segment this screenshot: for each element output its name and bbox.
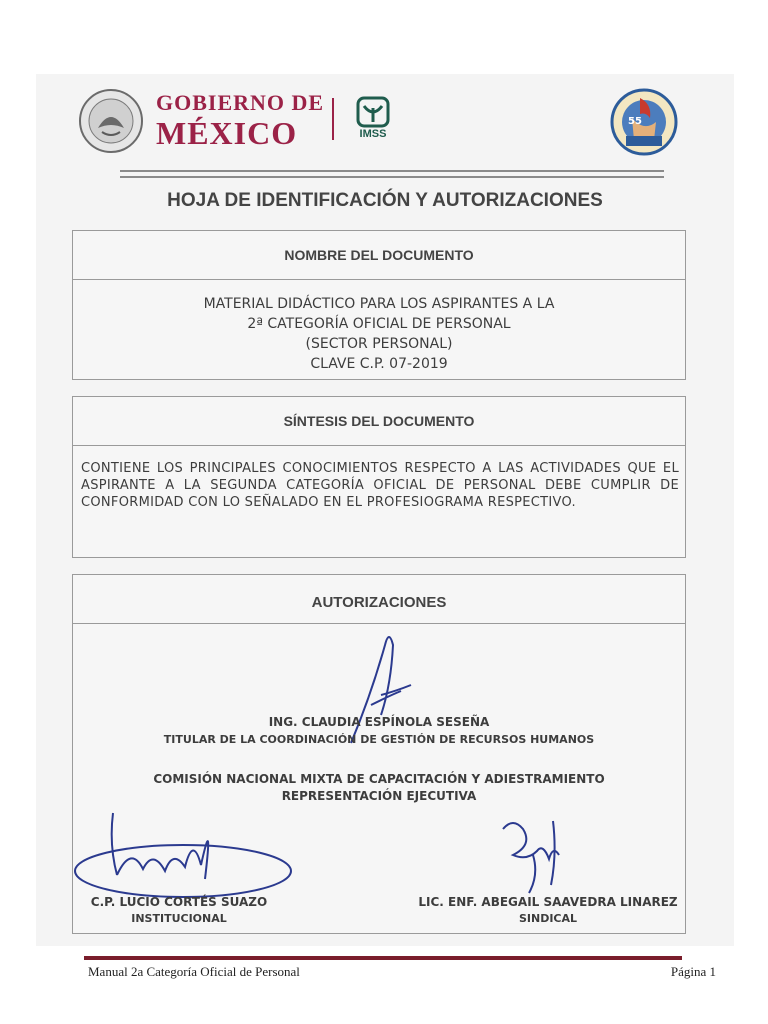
signature-icon	[73, 805, 313, 905]
commission-line1: COMISIÓN NACIONAL MIXTA DE CAPACITACIÓN Y ADIESTRAMIENTO	[153, 772, 605, 786]
authorizations-section	[72, 574, 686, 934]
gobierno-de-mexico-logo	[156, 90, 324, 150]
signature-icon	[493, 815, 583, 895]
document-name-line: CLAVE C.P. 07-2019	[310, 356, 448, 372]
document-name-line: MATERIAL DIDÁCTICO PARA LOS ASPIRANTES A LA	[203, 296, 555, 312]
document-name-body	[73, 280, 685, 374]
page-title: HOJA DE IDENTIFICACIÓN Y AUTORIZACIONES	[167, 190, 603, 211]
header-double-rule	[120, 170, 664, 178]
imss-logo-icon	[350, 96, 396, 148]
synthesis-heading: SÍNTESIS DEL DOCUMENTO	[73, 397, 685, 446]
footer-page-number: Página 1	[670, 964, 716, 979]
scanned-page	[36, 74, 734, 946]
footer-document-title: Manual 2a Categoría Oficial de Personal	[88, 964, 300, 979]
footer-rule	[84, 956, 682, 960]
document-name-heading: NOMBRE DEL DOCUMENTO	[73, 231, 685, 280]
svg-text:55: 55	[628, 116, 642, 127]
right-signatory	[413, 893, 683, 927]
left-signatory-name: C.P. LUCIO CORTÉS SUAZO	[90, 895, 268, 909]
gobierno-line2: MÉXICO	[156, 115, 298, 151]
document-name-line: (SECTOR PERSONAL)	[305, 336, 453, 352]
document-name-line: 2ª CATEGORÍA OFICIAL DE PERSONAL	[247, 316, 511, 332]
page-header	[36, 74, 734, 174]
right-signatory-role: SINDICAL	[518, 912, 578, 925]
document-name-section	[72, 230, 686, 380]
left-signatory-role: INSTITUCIONAL	[131, 912, 227, 925]
left-signatory	[79, 893, 279, 927]
authorizations-heading: AUTORIZACIONES	[73, 575, 685, 624]
sntss-logo-icon	[610, 88, 678, 156]
signatory1-name: ING. CLAUDIA ESPÍNOLA SESEÑA	[268, 715, 490, 729]
signatory1-role: TITULAR DE LA COORDINACIÓN DE GESTIÓN DE RECURSOS HUMANOS	[163, 733, 595, 746]
imss-label: IMSS	[359, 128, 387, 140]
logo-divider	[332, 98, 334, 140]
right-signatory-name: LIC. ENF. ABEGAIL SAAVEDRA LINAREZ	[418, 895, 678, 909]
synthesis-text: CONTIENE LOS PRINCIPALES CONOCIMIENTOS RESPECTO A LAS ACTIVIDADES QUE EL ASPIRANTE A LA SEGUNDA CATEGORÍA OFICIAL DE PERSONAL DEBE CUMPLIR DE CONFORMIDAD CON LO SEÑALADO EN EL PROFESIOGRAMA RESPECTIVO.	[81, 461, 679, 510]
mexico-seal-icon	[78, 88, 144, 154]
synthesis-section	[72, 396, 686, 558]
commission-line2: REPRESENTACIÓN EJECUTIVA	[281, 789, 477, 803]
gobierno-line1: GOBIERNO DE	[156, 90, 325, 115]
